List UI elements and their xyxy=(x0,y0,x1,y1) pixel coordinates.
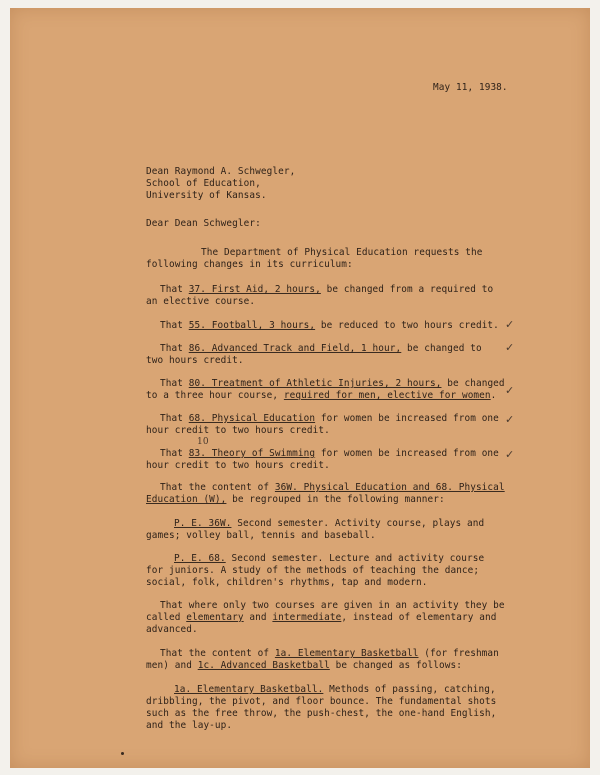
address-line-name: Dean Raymond A. Schwegler, xyxy=(146,166,296,177)
address-line-university: University of Kansas. xyxy=(146,190,267,201)
item-track-field: That 86. Advanced Track and Field, 1 hour, be changed to xyxy=(160,343,482,354)
item-swimming-line-2: hour credit to two hours credit. xyxy=(146,460,330,471)
item-football: That 55. Football, 3 hours, be reduced to two hours credit. xyxy=(160,320,499,331)
item-track-field-line-2: two hours credit. xyxy=(146,355,244,366)
check-mark: ✓ xyxy=(505,318,515,331)
item-two-courses-line-3: advanced. xyxy=(146,624,198,635)
check-mark: ✓ xyxy=(505,341,515,354)
item-athletic-injuries: That 80. Treatment of Athletic Injuries, 2 hours, be changed xyxy=(160,378,505,389)
item-elementary-basketball-line-4: and the lay-up. xyxy=(146,720,233,731)
item-pe-68: P. E. 68. Second semester. Lecture and activity course xyxy=(174,553,485,564)
item-elementary-basketball-line-2: dribbling, the pivot, and floor bounce. The fundamental shots xyxy=(146,696,497,707)
item-physical-education-68-line-2: hour credit to two hours credit. xyxy=(146,425,330,436)
item-regroup-line-2: Education (W), be regrouped in the following manner: xyxy=(146,494,445,505)
item-basketball-line-2: men) and 1c. Advanced Basketball be changed as follows: xyxy=(146,660,462,671)
item-elementary-basketball-line-3: such as the free throw, the push-chest, the one-hand English, xyxy=(146,708,497,719)
check-mark: ✓ xyxy=(505,413,515,426)
item-basketball: That the content of 1a. Elementary Basketball (for freshman xyxy=(160,648,499,659)
check-mark: ✓ xyxy=(505,448,515,461)
item-pe-68-line-2: for juniors. A study of the methods of teaching the dance; xyxy=(146,565,480,576)
salutation: Dear Dean Schwegler: xyxy=(146,218,261,229)
item-physical-education-68: That 68. Physical Education for women be increased from one xyxy=(160,413,499,424)
item-two-courses: That where only two courses are given in an activity they be xyxy=(160,600,505,611)
item-swimming: That 83. Theory of Swimming for women be increased from one xyxy=(160,448,499,459)
item-first-aid: That 37. First Aid, 2 hours, be changed from a required to xyxy=(160,284,494,295)
check-mark: ✓ xyxy=(505,384,515,397)
item-pe-68-line-3: social, folk, children's rhythms, tap and modern. xyxy=(146,577,428,588)
paper-speck xyxy=(121,752,124,755)
item-first-aid-line-2: an elective course. xyxy=(146,296,256,307)
item-regroup: That the content of 36W. Physical Education and 68. Physical xyxy=(160,482,505,493)
intro-line-1: The Department of Physical Education requests the xyxy=(201,247,483,258)
item-two-courses-line-2: called elementary and intermediate, instead of elementary and xyxy=(146,612,497,623)
item-pe-36w-line-2: games; volley ball, tennis and baseball. xyxy=(146,530,376,541)
item-athletic-injuries-line-2: to a three hour course, required for men, elective for women. xyxy=(146,390,497,401)
letter-date: May 11, 1938. xyxy=(433,82,508,93)
intro-line-2: following changes in its curriculum: xyxy=(146,259,353,270)
item-elementary-basketball: 1a. Elementary Basketball. Methods of passing, catching, xyxy=(174,684,496,695)
item-pe-36w: P. E. 36W. Second semester. Activity course, plays and xyxy=(174,518,485,529)
address-line-school: School of Education, xyxy=(146,178,261,189)
handwritten-annotation: 10 xyxy=(197,437,209,447)
